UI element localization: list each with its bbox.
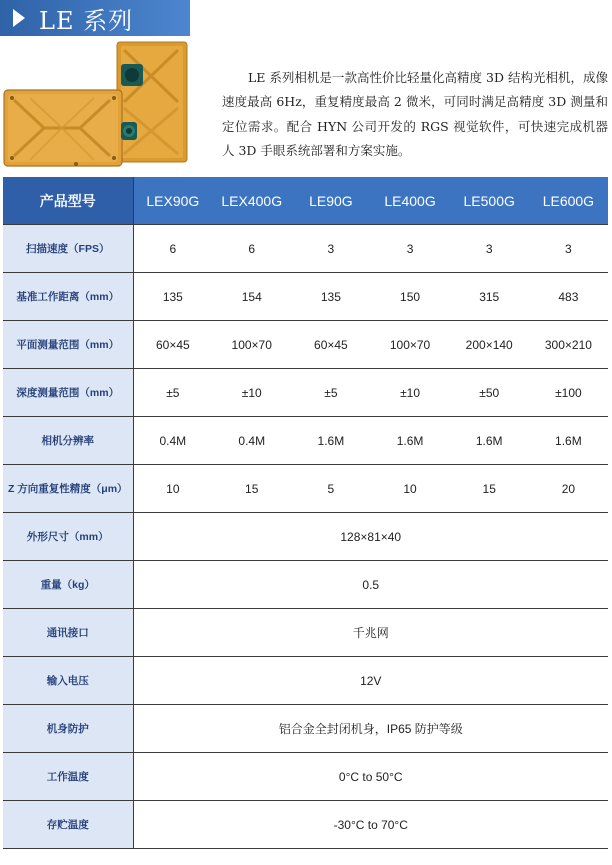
cell-value: 60×45 [291,321,370,369]
play-arrow-icon [13,9,25,27]
cell-value: ±5 [291,369,370,417]
row-label: 基准工作距离（mm） [3,273,133,321]
row-label: 工作温度 [3,753,133,801]
cell-value: 6 [212,225,291,273]
model-name: LE500G [450,177,529,225]
cell-value: 0.4M [133,417,212,465]
row-label: 输入电压 [3,657,133,705]
cell-value: 15 [450,465,529,513]
row-label: 深度测量范围（mm） [3,369,133,417]
table-row [3,513,608,561]
cell-value: 0°C to 50°C [133,753,608,801]
table-row [3,609,608,657]
cell-value: 100×70 [370,321,449,369]
table-row [3,465,608,513]
cell-value: 150 [370,273,449,321]
table-row [3,705,608,753]
row-label: 扫描速度（FPS） [3,225,133,273]
cell-value: 135 [133,273,212,321]
section-title: LE 系列 [39,6,134,35]
row-label: 存贮温度 [3,801,133,849]
model-name: LEX400G [212,177,291,225]
row-label: 通讯接口 [3,609,133,657]
model-name: LE90G [291,177,370,225]
cell-value: 3 [450,225,529,273]
cell-value: ±10 [370,369,449,417]
header-label: 产品型号 [3,177,133,225]
row-label: 外形尺寸（mm） [3,513,133,561]
cell-value: 1.6M [450,417,529,465]
cell-value: 1.6M [370,417,449,465]
cell-value: 154 [212,273,291,321]
cell-value: 6 [133,225,212,273]
row-label: 平面测量范围（mm） [3,321,133,369]
cell-value: 200×140 [450,321,529,369]
cell-value: 300×210 [529,321,608,369]
cell-value: 1.6M [529,417,608,465]
cell-value: 20 [529,465,608,513]
cell-value: 千兆网 [133,609,608,657]
intro-paragraph: LE 系列相机是一款高性价比轻量化高精度 3D 结构光相机，成像速度最高 6Hz，重复精度最高 2 微米，可同时满足高精度 3D 测量和定位需求。配合 HYN 公司开发的 RGS 视觉软件，可快速完成机器人 3D 手眼系统部署和方案实施。 [222,69,608,158]
table-row [3,273,608,321]
cell-value: ±50 [450,369,529,417]
table-row [3,321,608,369]
model-name: LE600G [529,177,608,225]
cell-value: 3 [529,225,608,273]
cell-value: ±10 [212,369,291,417]
cell-value: 1.6M [291,417,370,465]
cell-value: 128×81×40 [133,513,608,561]
row-label: 重量（kg） [3,561,133,609]
cell-value: 3 [291,225,370,273]
section-title-bar [0,0,190,36]
cell-value: 315 [450,273,529,321]
cell-value: 12V [133,657,608,705]
cell-value: ±100 [529,369,608,417]
cell-value: 483 [529,273,608,321]
table-row [3,561,608,609]
cell-value: -30°C to 70°C [133,801,608,849]
cell-value: 3 [370,225,449,273]
model-name: LEX90G [133,177,212,225]
table-row [3,657,608,705]
table-header-row [3,177,608,225]
table-row [3,417,608,465]
cell-value: 60×45 [133,321,212,369]
cell-value: 0.5 [133,561,608,609]
cell-value: 100×70 [212,321,291,369]
table-row [3,225,608,273]
cell-value: 10 [370,465,449,513]
camera-product-image [0,38,196,170]
cell-value: 135 [291,273,370,321]
spec-table [3,177,608,849]
cell-value: 15 [212,465,291,513]
row-label: 相机分辨率 [3,417,133,465]
cell-value: 铝合金全封闭机身，IP65 防护等级 [133,705,608,753]
table-row [3,801,608,849]
cell-value: 0.4M [212,417,291,465]
cell-value: ±5 [133,369,212,417]
row-label: Z 方向重复性精度（μm） [3,465,133,513]
table-row [3,369,608,417]
row-label: 机身防护 [3,705,133,753]
cell-value: 10 [133,465,212,513]
cell-value: 5 [291,465,370,513]
model-name: LE400G [370,177,449,225]
table-row [3,753,608,801]
